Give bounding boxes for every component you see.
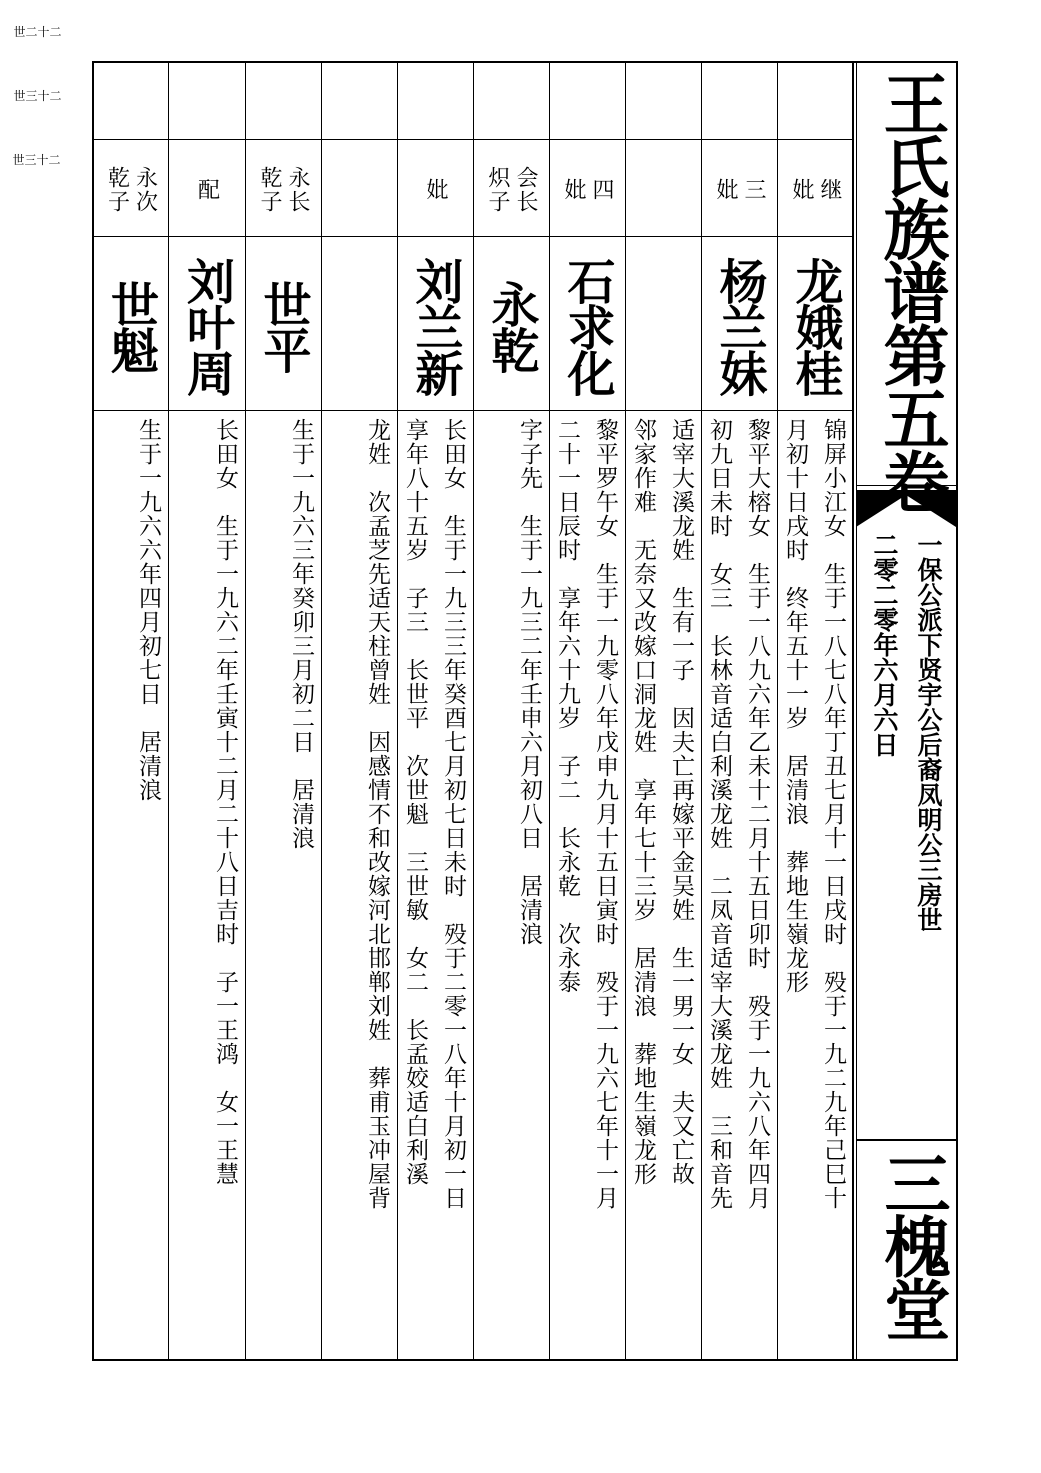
relation-label: 永长 乾子 [257,166,310,214]
lineage-subtitle: 一保公派下贤宇公后裔凤明公三房世 [914,532,943,932]
person-name: 刘叶周 [178,257,235,395]
person-name: 龙娥桂 [787,257,843,395]
biography-text: 生于一九六三年癸卯三月初二日 居清浪 [288,418,314,850]
person-name: 石求化 [559,257,615,395]
hall-name: 三槐堂 [873,1150,951,1339]
right-border [956,61,958,1361]
biography-text: 适宰大溪龙姓 生有一子 因夫亡再嫁平金吴姓 生一男一女 夫又亡故 邻家作难 无奈又改嫁口洞龙姓 享年七十三岁 居清浪 葬地生嶺龙形 [630,418,694,1186]
biography-text: 黎平罗午女 生于一九零八年戊申九月十五日寅时 殁于一九六七年十一月 二十一日辰时 享年六十九岁 子二 长永乾 次永泰 [554,418,618,1210]
person-name: 刘兰新 [407,257,463,395]
biography-text: 黎平大榕女 生于一八九六年乙未十二月十五日卯时 殁于一九六八年四月 初九日未时 女三 长林音适白利溪龙姓 二凤音适宰大溪龙姓 三和音先 [706,418,770,1210]
book-title: 王氏族谱第五卷 [872,70,950,511]
generation-label: 世三十二 [13,89,62,103]
relation-label: 配 [194,178,220,202]
relation-label: 永次 乾子 [104,166,158,214]
relation-label: 三 妣 [713,178,766,202]
biography-text: 龙姓 次孟芝先适天柱曾姓 因感情不和改嫁河北邯郸刘姓 葬甫玉冲屋背 [364,418,390,1210]
biography-text: 生于一九六六年四月初七日 居清浪 [135,418,161,802]
person-name: 世魁 [102,280,159,372]
biography-text: 长田女 生于一九三三年癸酉七月初七日未时 殁于二零一八年十月初一日 享年八十五岁 子三 长世平 次世魁 三世敏 女二 长孟姣适白利溪 [402,418,466,1210]
biography-text: 字子先 生于一九三二年壬申六月初八日 居清浪 [516,418,542,946]
generation-label: 世三十二 [12,153,61,167]
biography-text: 锦屏小江女 生于一八七八年丁丑七月十一日戌时 殁于一九二九年己巳十 月初十日戌时 终年五十一岁 居清浪 葬地生嶺龙形 [782,418,846,1210]
relation-label: 妣 [423,178,448,202]
person-name: 永乾 [483,280,539,372]
date-subtitle: 二零二零年六月六日 [870,532,899,757]
top-border [92,61,958,63]
generation-label: 世二十二 [13,25,62,39]
title-panel-border [856,61,857,1361]
biography-text: 长田女 生于一九六二年壬寅十二月二十八日吉时 子一王鸿 女一王慧 [212,418,238,1186]
title-panel-border [852,61,854,1361]
person-name: 世平 [255,280,311,372]
title-separator [856,1139,956,1141]
bottom-border [92,1359,958,1361]
person-name: 杨兰妹 [711,257,767,395]
relation-label: 会长 炽子 [485,166,538,214]
relation-label: 继 妣 [789,178,842,202]
relation-label: 四 妣 [561,178,614,202]
